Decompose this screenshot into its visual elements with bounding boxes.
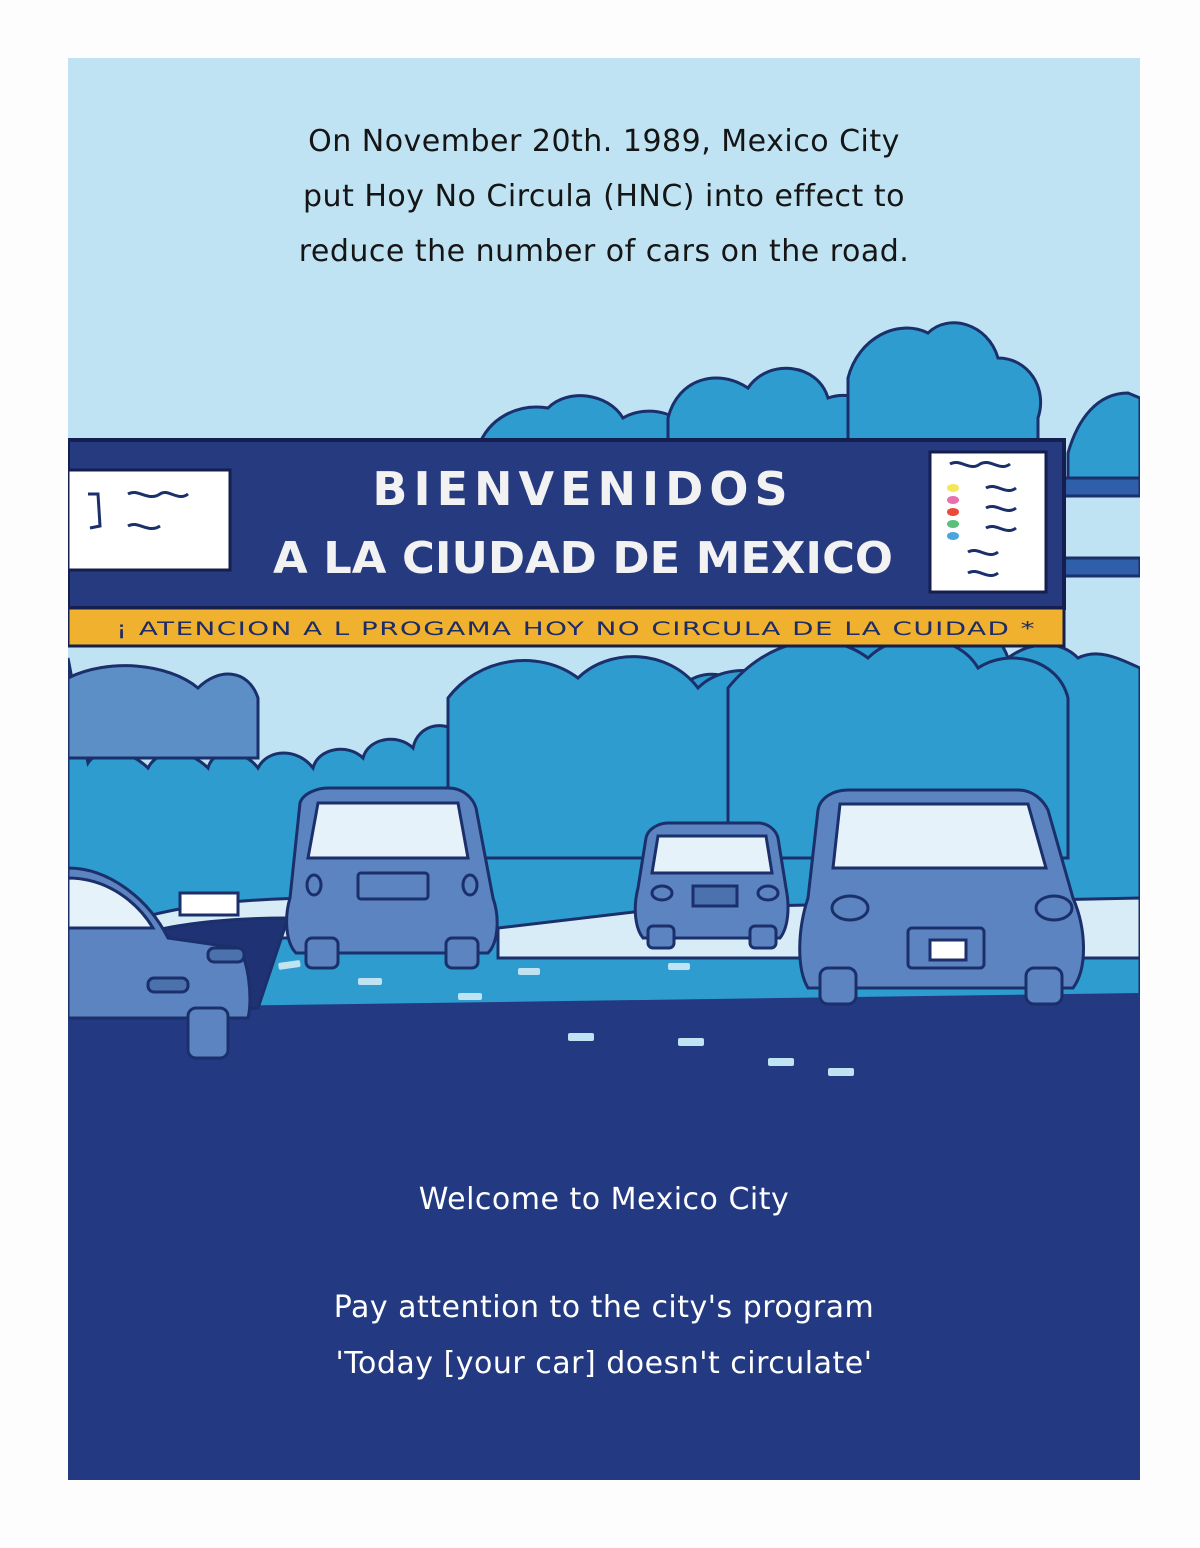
banner-text: ¡ ATENCION A L PROGAMA HOY NO CIRCULA DE LA CUIDAD * (116, 618, 1036, 640)
translation-welcome: Welcome to Mexico City (418, 1182, 790, 1217)
intro-line-1: On November 20th. 1989, Mexico City (308, 124, 900, 159)
car-center (635, 823, 788, 948)
intro-line-3: reduce the number of cars on the road. (298, 234, 910, 269)
intro-line-2: put Hoy No Circula (HNC) into effect to (303, 179, 905, 214)
sign-subtitle: A LA CIUDAD DE MEXICO (273, 533, 893, 584)
comic-panel (68, 58, 1140, 1480)
car-center-left (287, 788, 498, 968)
highway-sign (68, 440, 1064, 608)
car-right (800, 790, 1084, 1004)
program-banner (68, 608, 1064, 646)
road (68, 993, 1140, 1480)
translation-line-1: Pay attention to the city's program (333, 1290, 875, 1325)
sign-title: BIENVENIDOS (372, 462, 794, 516)
intro-caption (68, 114, 1140, 279)
translation-line-2: 'Today [your car] doesn't circulate' (335, 1346, 873, 1381)
